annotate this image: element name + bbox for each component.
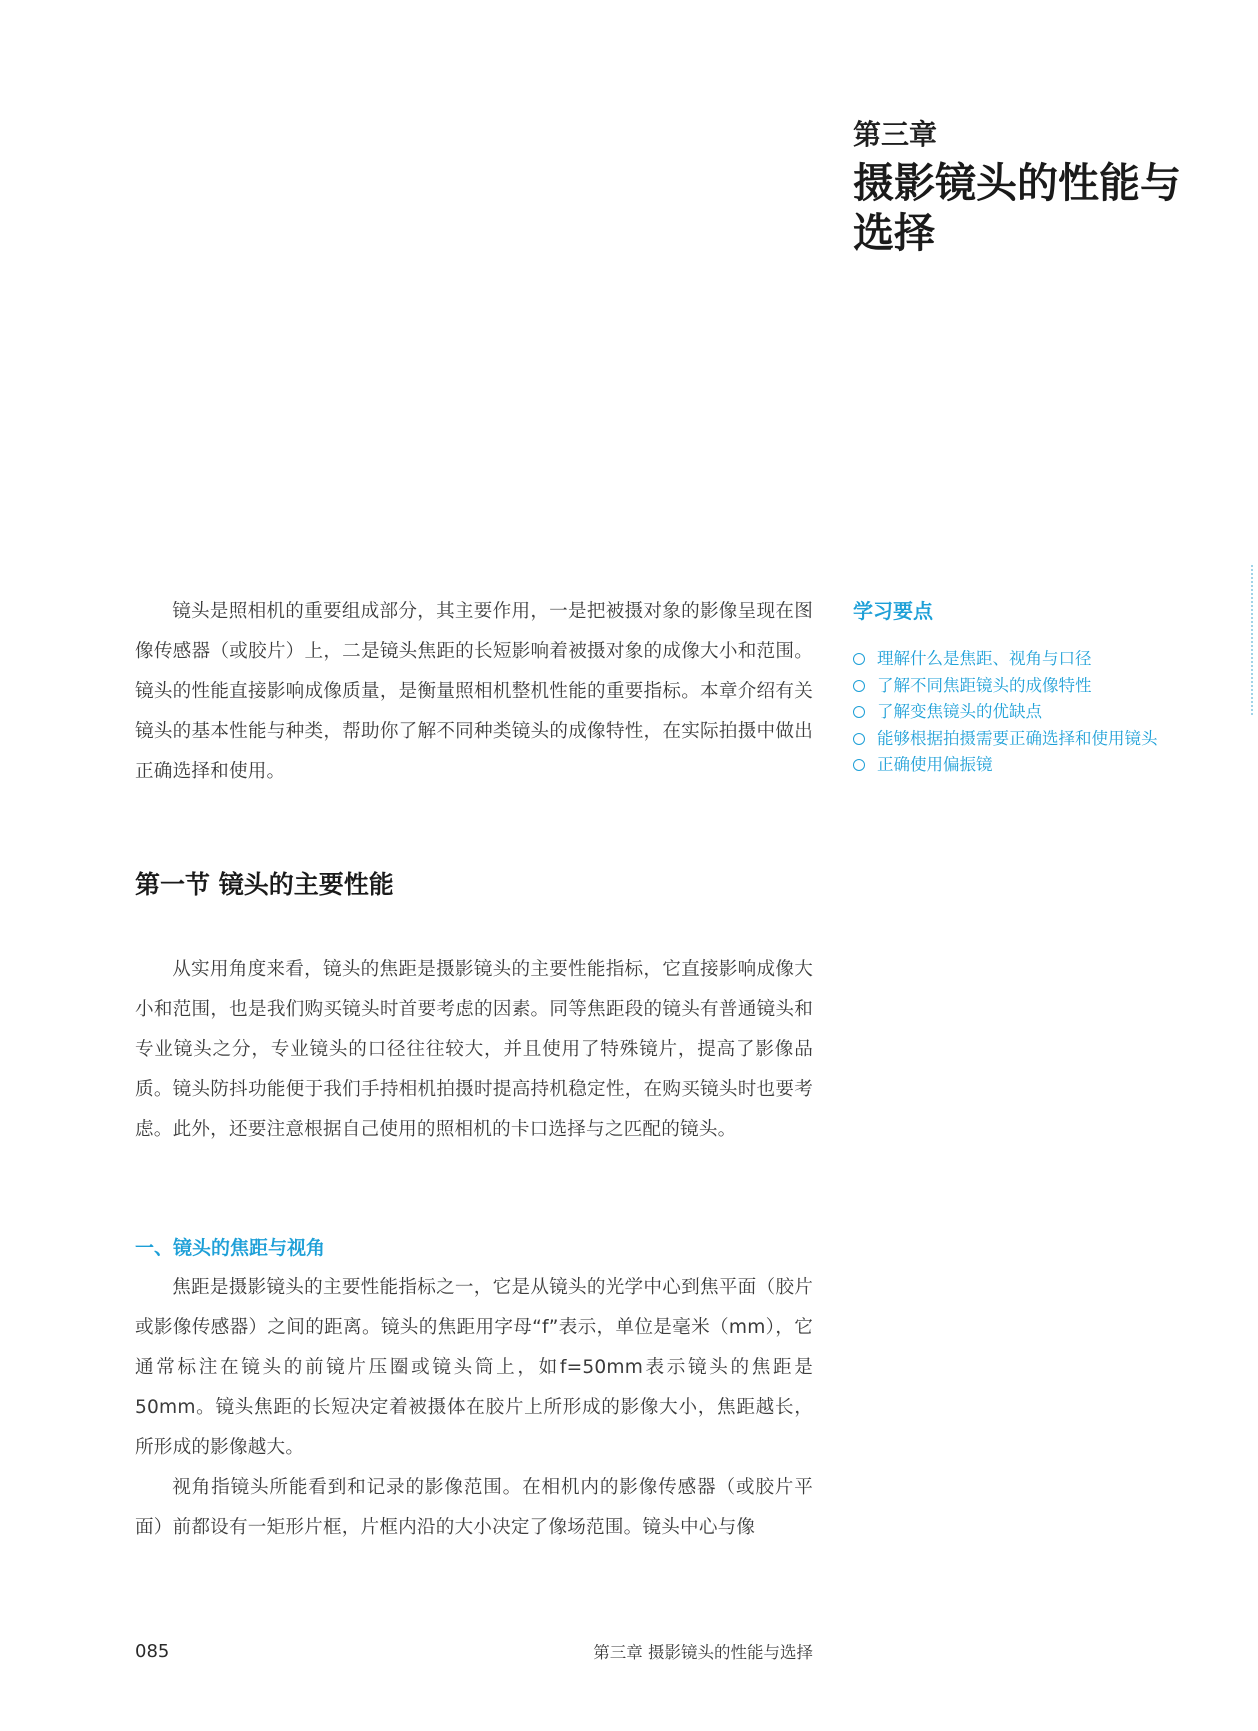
circle-bullet-icon: [853, 706, 865, 718]
learning-point-text: 能够根据拍摄需要正确选择和使用镜头: [877, 728, 1158, 748]
subsection-heading: 一、镜头的焦距与视角: [135, 1237, 326, 1259]
intro-block: [135, 592, 813, 792]
section-body: [135, 950, 813, 1150]
subsection-paragraph: 焦距是摄影镜头的主要性能指标之一，它是从镜头的光学中心到焦平面（胶片或影像传感器）之间的距离。镜头的焦距用字母“f”表示，单位是毫米（mm），它通常标注在镜头的前镜片压圈或镜头筒上，如f=50mm表示镜头的焦距是50mm。镜头焦距的长短决定着被摄体在胶片上所形成的影像大小，焦距越长，所形成的影像越大。: [135, 1277, 813, 1458]
learning-points-title: 学习要点: [853, 599, 933, 623]
subsection-paragraph: 视角指镜头所能看到和记录的影像范围。在相机内的影像传感器（或胶片平面）前都设有一矩形片框，片框内沿的大小决定了像场范围。镜头中心与像: [135, 1477, 813, 1538]
learning-point-text: 了解变焦镜头的优缺点: [877, 702, 1042, 721]
learning-point-item: [853, 699, 1233, 726]
learning-point-item: [853, 752, 1233, 779]
learning-points-sidebar: [853, 598, 1233, 779]
chapter-label: 第三章: [853, 118, 938, 151]
page-footer: [135, 1636, 813, 1666]
edge-dotted-line: [1251, 565, 1253, 715]
circle-bullet-icon: [853, 759, 865, 771]
chapter-title: 摄影镜头的性能与选择: [853, 158, 1181, 257]
learning-point-text: 了解不同焦距镜头的成像特性: [877, 675, 1092, 695]
learning-point-text: 正确使用偏振镜: [877, 755, 993, 774]
learning-points-list: [853, 646, 1233, 779]
circle-bullet-icon: [853, 653, 865, 665]
learning-point-text: 理解什么是焦距、视角与口径: [877, 649, 1092, 668]
running-head: 第三章 摄影镜头的性能与选择: [593, 1643, 813, 1662]
learning-point-item: [853, 726, 1233, 753]
circle-bullet-icon: [853, 680, 865, 692]
page-number: 085: [135, 1640, 170, 1662]
chapter-title-block: [853, 118, 1233, 258]
learning-point-item: [853, 646, 1233, 673]
section-paragraph: 从实用角度来看，镜头的焦距是摄影镜头的主要性能指标，它直接影响成像大小和范围，也是我们购买镜头时首要考虑的因素。同等焦距段的镜头有普通镜头和专业镜头之分，专业镜头的口径往往较大，并且使用了特殊镜片，提高了影像品质。镜头防抖功能便于我们手持相机拍摄时提高持机稳定性，在购买镜头时也要考虑。此外，还要注意根据自己使用的照相机的卡口选择与之匹配的镜头。: [135, 959, 813, 1140]
intro-paragraph: 镜头是照相机的重要组成部分，其主要作用，一是把被摄对象的影像呈现在图像传感器（或胶片）上，二是镜头焦距的长短影响着被摄对象的成像大小和范围。镜头的性能直接影响成像质量，是衡量照相机整机性能的重要指标。本章介绍有关镜头的基本性能与种类，帮助你了解不同种类镜头的成像特性，在实际拍摄中做出正确选择和使用。: [135, 601, 813, 782]
learning-point-item: [853, 673, 1233, 700]
circle-bullet-icon: [853, 733, 865, 745]
section-heading: 第一节 镜头的主要性能: [135, 870, 394, 899]
subsection-block: [135, 1234, 813, 1548]
